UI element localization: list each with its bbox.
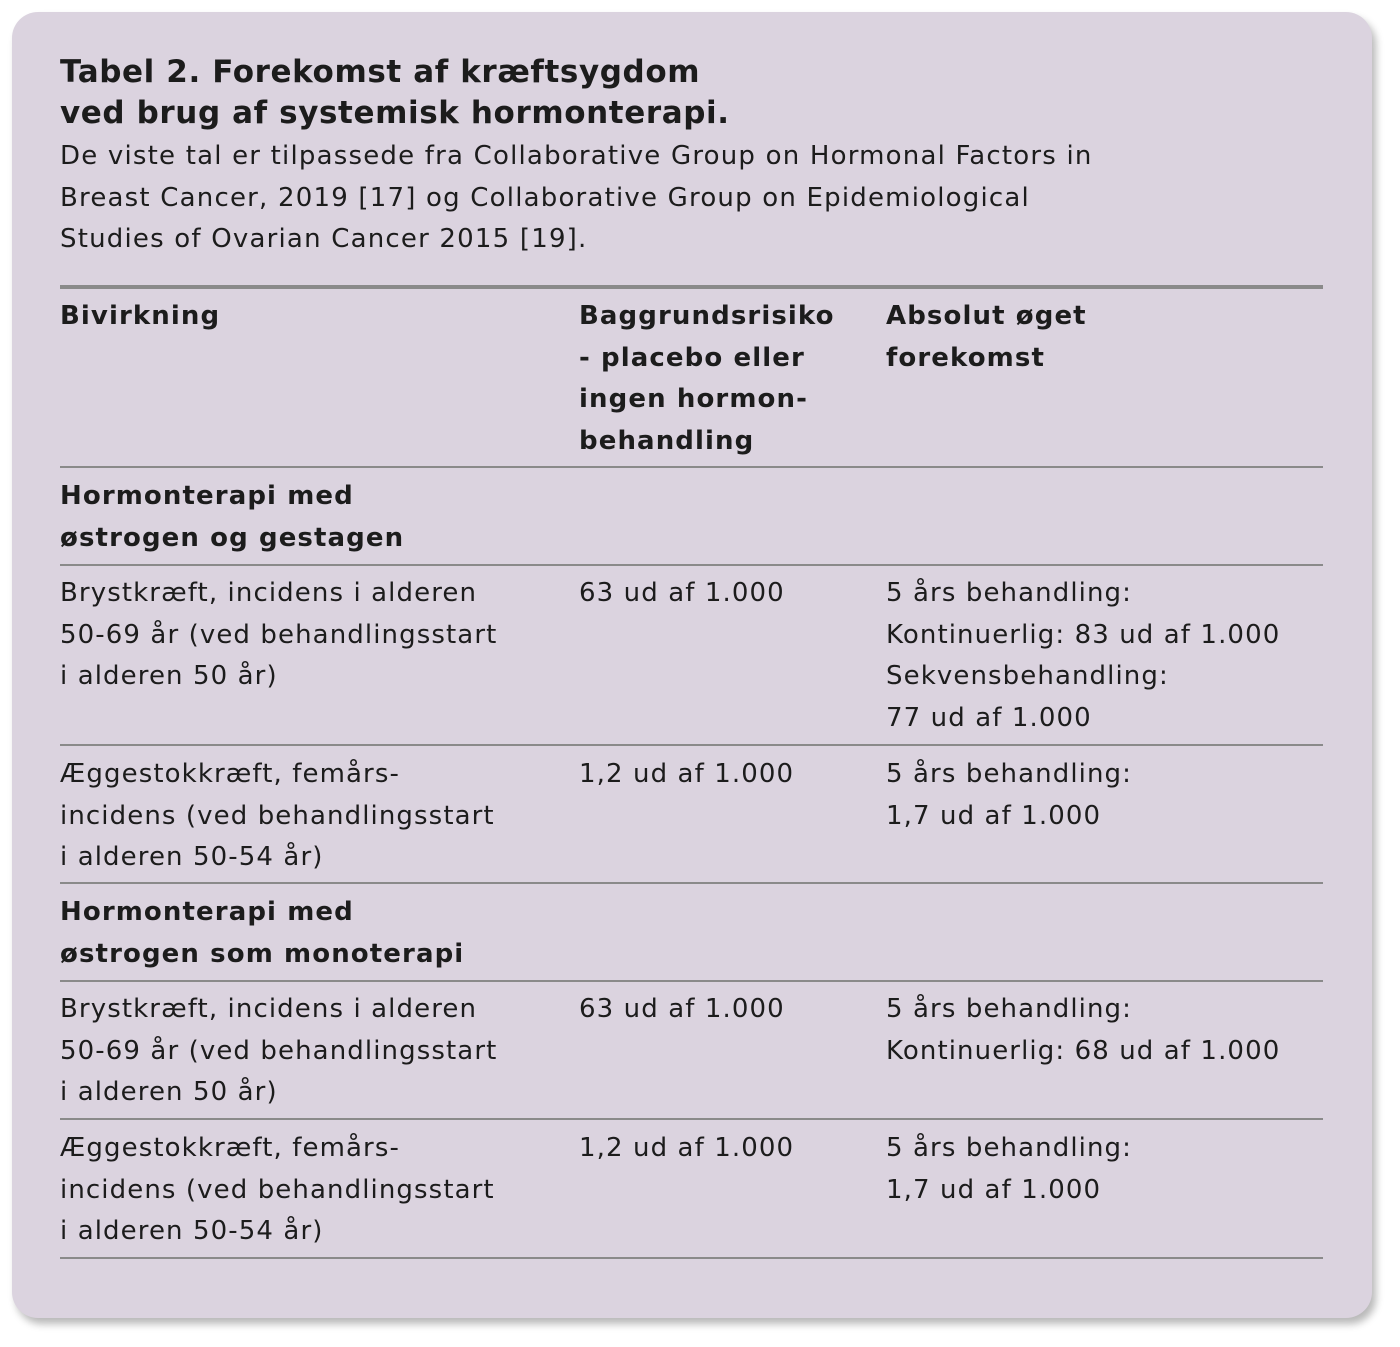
cell-line: Kontinuerlig: 68 ud af 1.000 — [886, 1035, 1281, 1066]
header-bivirkning — [60, 296, 220, 338]
cell-line: 1,2 ud af 1.000 — [579, 1133, 795, 1163]
section-heading-line: Hormonterapi med — [60, 481, 354, 511]
cell-baggrundsrisiko — [579, 754, 794, 796]
cell-line: 77 ud af 1.000 — [886, 702, 1092, 733]
cell-line: 50-69 år (ved behandlingsstart — [60, 1035, 498, 1066]
cell-baggrundsrisiko — [579, 1128, 794, 1170]
cell-line: 5 års behandling: — [886, 578, 1133, 608]
header-absolut-oget-forekomst — [886, 296, 1087, 379]
cell-baggrundsrisiko — [579, 989, 785, 1031]
row-divider — [60, 744, 1323, 746]
row-divider — [60, 882, 1323, 884]
cell-absolut-oget-forekomst — [886, 573, 1280, 739]
section-heading — [60, 476, 404, 559]
cell-line: 5 års behandling: — [886, 1133, 1133, 1163]
row-divider — [60, 1118, 1323, 1120]
cell-line: i alderen 50 år) — [60, 1077, 278, 1107]
cell-bivirkning — [60, 989, 497, 1114]
header-line: ingen hormon- — [579, 384, 808, 414]
cell-line: 63 ud af 1.000 — [579, 578, 785, 608]
cell-line: Æggestokkræft, femårs- — [60, 1133, 400, 1163]
cell-line: i alderen 50-54 år) — [60, 1216, 324, 1246]
cell-line: 63 ud af 1.000 — [579, 994, 785, 1024]
source-note-line: Breast Cancer, 2019 [17] og Collaborative Group on Epidemiological — [60, 182, 1030, 213]
section-heading-line: østrogen og gestagen — [60, 522, 405, 553]
section-heading — [60, 892, 464, 975]
table-bottom-rule — [60, 1257, 1323, 1259]
title-line: Tabel 2. Forekomst af kræftsygdom — [60, 54, 701, 90]
source-note-line: Studies of Ovarian Cancer 2015 [19]. — [60, 224, 588, 254]
cell-line: Brystkræft, incidens i alderen — [60, 994, 478, 1024]
section-heading-line: Hormonterapi med — [60, 897, 354, 927]
section-heading-line: østrogen som monoterapi — [60, 938, 465, 969]
cell-line: incidens (ved behandlingsstart — [60, 800, 495, 831]
cell-bivirkning — [60, 754, 495, 879]
cell-line: 1,2 ud af 1.000 — [579, 759, 795, 789]
cell-line: i alderen 50-54 år) — [60, 842, 324, 872]
cell-bivirkning — [60, 573, 497, 698]
cell-line: 1,7 ud af 1.000 — [886, 1174, 1102, 1205]
table-title — [60, 52, 1260, 134]
header-line: Baggrundsrisiko — [579, 301, 835, 331]
source-note-line: De viste tal er tilpassede fra Collaborative Group on Hormonal Factors in — [60, 141, 1093, 171]
cell-bivirkning — [60, 1128, 495, 1253]
title-line: ved brug af systemisk hormonterapi. — [60, 95, 730, 131]
header-line: - placebo eller — [579, 342, 805, 373]
cell-absolut-oget-forekomst — [886, 754, 1132, 837]
header-line: forekomst — [886, 342, 1045, 373]
header-baggrundsrisiko — [579, 296, 835, 462]
cell-absolut-oget-forekomst — [886, 1128, 1132, 1211]
header-line: Absolut øget — [886, 301, 1087, 331]
cell-line: Æggestokkræft, femårs- — [60, 759, 400, 789]
cell-line: 5 års behandling: — [886, 994, 1133, 1024]
cell-absolut-oget-forekomst — [886, 989, 1280, 1072]
header-line: behandling — [579, 425, 755, 456]
cell-line: 50-69 år (ved behandlingsstart — [60, 619, 498, 650]
header-line: Bivirkning — [60, 301, 221, 331]
table-card — [12, 12, 1372, 1318]
row-divider — [60, 466, 1323, 468]
table-source-note — [60, 136, 1260, 261]
cell-line: Kontinuerlig: 83 ud af 1.000 — [886, 619, 1281, 650]
cell-line: 1,7 ud af 1.000 — [886, 800, 1102, 831]
cell-line: Brystkræft, incidens i alderen — [60, 578, 478, 608]
cell-line: i alderen 50 år) — [60, 661, 278, 691]
row-divider — [60, 980, 1323, 982]
row-divider — [60, 564, 1323, 566]
cell-baggrundsrisiko — [579, 573, 785, 615]
cell-line: incidens (ved behandlingsstart — [60, 1174, 495, 1205]
table-top-rule — [60, 285, 1323, 289]
cell-line: 5 års behandling: — [886, 759, 1133, 789]
cell-line: Sekvensbehandling: — [886, 661, 1169, 691]
